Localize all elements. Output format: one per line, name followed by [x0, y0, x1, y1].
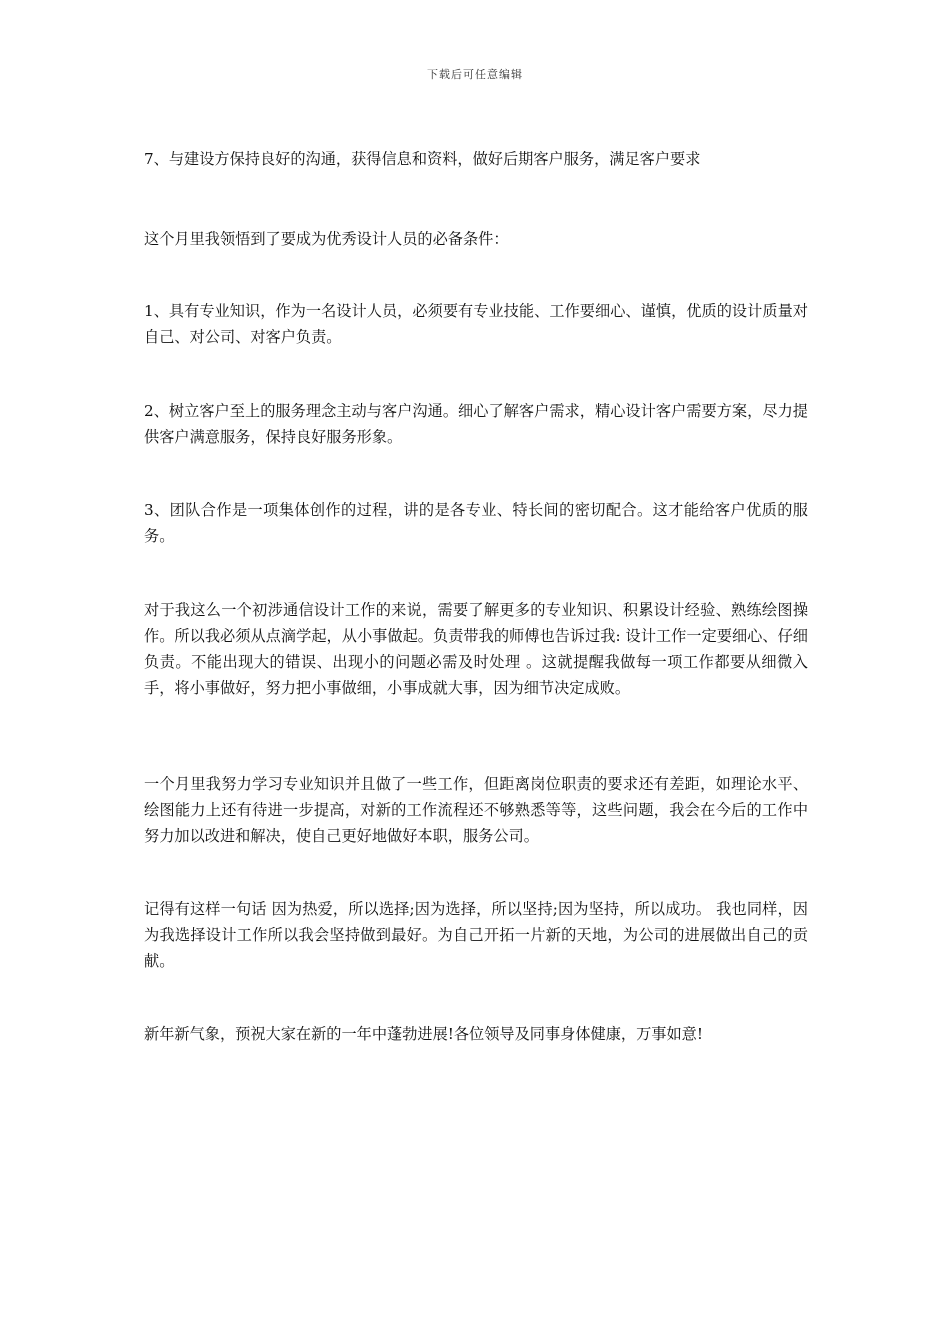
paragraph-condition-1: 1、具有专业知识，作为一名设计人员，必须要有专业技能、工作要细心、谨慎，优质的设计质量对自己、对公司、对客户负责。	[144, 302, 808, 346]
paragraph-motto: 记得有这样一句话 因为热爱，所以选择;因为选择，所以坚持;因为坚持，所以成功。 我也同样，因为我选择设计工作所以我会坚持做到最好。为自己开拓一片新的天地，为公司的进展做出自己的贡献。	[144, 900, 808, 970]
paragraph-item-7: 7、与建设方保持良好的沟通，获得信息和资料，做好后期客户服务，满足客户要求	[144, 150, 701, 168]
page-header: 下载后可任意编辑	[427, 68, 523, 81]
paragraph-intro-conditions: 这个月里我领悟到了要成为优秀设计人员的必备条件：	[144, 230, 509, 248]
paragraph-condition-3: 3、团队合作是一项集体创作的过程，讲的是各专业、特长间的密切配合。这才能给客户优质的服务。	[144, 501, 808, 545]
paragraph-new-year-wishes: 新年新气象，预祝大家在新的一年中蓬勃进展!各位领导及同事身体健康，万事如意!	[144, 1025, 703, 1043]
paragraph-condition-2: 2、树立客户至上的服务理念主动与客户沟通。细心了解客户需求，精心设计客户需要方案，尽力提供客户满意服务，保持良好服务形象。	[144, 402, 808, 446]
paragraph-shortcomings: 一个月里我努力学习专业知识并且做了一些工作，但距离岗位职责的要求还有差距，如理论水平、绘图能力上还有待进一步提高，对新的工作流程还不够熟悉等等，这些问题，我会在今后的工作中努力加以改进和解决，使自己更好地做好本职，服务公司。	[144, 775, 808, 845]
paragraph-reflection: 对于我这么一个初涉通信设计工作的来说，需要了解更多的专业知识、积累设计经验、熟练绘图操作。所以我必须从点滴学起，从小事做起。负责带我的师傅也告诉过我: 设计工作一定要细心、仔细负责。不能出现大的错误、出现小的问题必需及时处理 。这就提醒我做每一项工作都要从细微入手，将小事做好，努力把小事做细，小事成就大事，因为细节决定成败。	[144, 601, 808, 697]
